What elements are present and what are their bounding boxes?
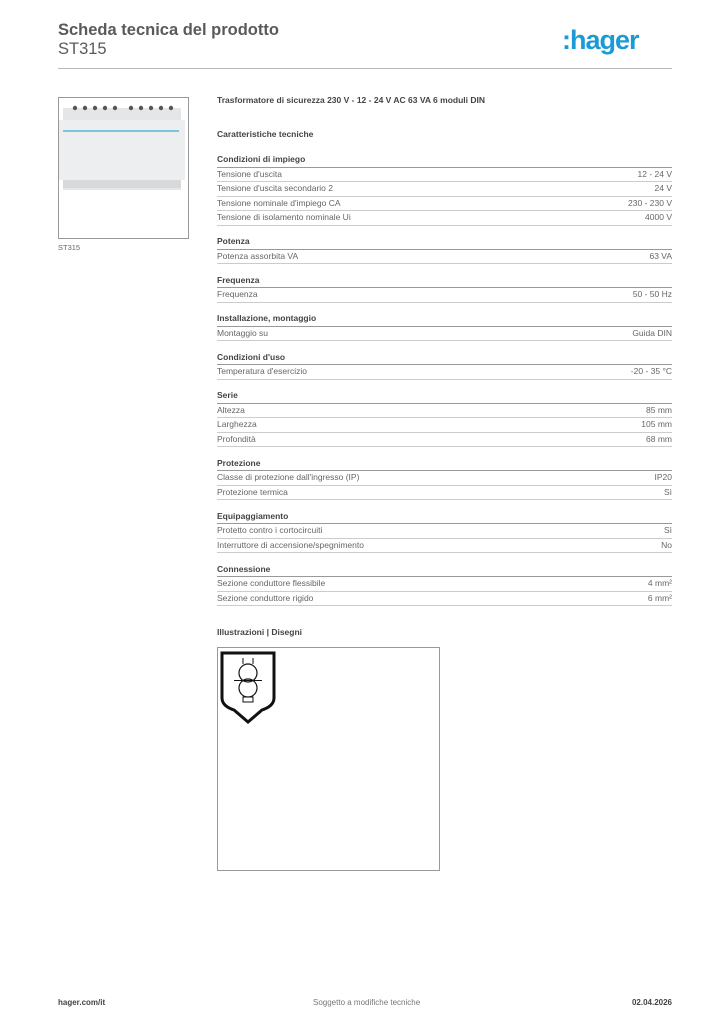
- spec-value: 230 - 230 V: [628, 197, 672, 208]
- section-heading: Potenza: [217, 235, 672, 250]
- spec-label: Tensione d'uscita secondario 2: [217, 183, 333, 193]
- spec-label: Interruttore di accensione/spegnimento: [217, 539, 364, 550]
- spec-row: [217, 486, 672, 501]
- spec-value: 12 - 24 V: [637, 168, 672, 179]
- spec-value: 6 mm²: [647, 592, 672, 603]
- spec-label: Protetto contro i cortocircuiti: [217, 525, 323, 535]
- spec-label: Montaggio su: [217, 327, 269, 338]
- spec-value: 4000 V: [645, 212, 672, 222]
- spec-row: [217, 577, 672, 592]
- section-heading: Installazione, montaggio: [217, 312, 672, 327]
- product-description: Trasformatore di sicurezza 230 V - 12 - 24 V AC 63 VA 6 moduli DIN: [217, 95, 485, 105]
- spec-row: [217, 182, 672, 197]
- section-heading: Equipaggiamento: [217, 510, 672, 525]
- spec-value: Sì: [663, 486, 672, 497]
- section-heading: Connessione: [217, 563, 672, 578]
- spec-row: [217, 404, 672, 419]
- product-code: ST315: [58, 40, 107, 58]
- spec-label: Larghezza: [217, 419, 257, 429]
- spec-label: Tensione d'uscita: [217, 168, 282, 179]
- spec-value: Guida DIN: [632, 327, 672, 338]
- spec-row: [217, 327, 672, 342]
- spec-value: 85 mm: [646, 404, 672, 415]
- spec-row: [217, 433, 672, 448]
- spec-section: [217, 274, 672, 303]
- spec-label: Frequenza: [217, 289, 258, 299]
- spec-label: Profondità: [217, 433, 256, 444]
- spec-section: [217, 153, 672, 226]
- spec-label: Sezione conduttore rigido: [217, 592, 314, 603]
- spec-value: 68 mm: [646, 433, 672, 444]
- spec-value: 4 mm²: [647, 578, 672, 588]
- specs-title: Caratteristiche tecniche: [217, 129, 314, 139]
- spec-label: Altezza: [217, 404, 245, 415]
- section-heading: Protezione: [217, 457, 672, 472]
- spec-section: [217, 389, 672, 447]
- spec-row: [217, 365, 672, 380]
- hager-logo: :hager: [562, 25, 639, 55]
- spec-label: Tensione di isolamento nominale Ui: [217, 212, 351, 222]
- spec-value: No: [661, 539, 672, 550]
- section-heading: Frequenza: [217, 274, 672, 289]
- spec-label: Tensione nominale d'impiego CA: [217, 197, 341, 208]
- spec-section: [217, 351, 672, 380]
- page-title: Scheda tecnica del prodotto: [58, 21, 279, 39]
- spec-row: [217, 592, 672, 607]
- spec-section: [217, 510, 672, 554]
- spec-value: Sì: [663, 525, 672, 535]
- footer-website[interactable]: hager.com/it: [58, 998, 106, 1007]
- footer-date: 02.04.2026: [631, 998, 672, 1007]
- header-divider: [58, 68, 672, 69]
- transformer-symbol-icon: [218, 648, 288, 728]
- spec-row: [217, 524, 672, 539]
- spec-sheet: [217, 95, 672, 606]
- spec-label: Temperatura d'esercizio: [217, 366, 307, 376]
- spec-value: 63 VA: [649, 250, 672, 261]
- spec-value: IP20: [654, 472, 672, 482]
- spec-label: Potenza assorbita VA: [217, 250, 299, 261]
- spec-label: Sezione conduttore flessibile: [217, 578, 326, 588]
- spec-row: [217, 539, 672, 554]
- spec-label: Classe di protezione dall'ingresso (IP): [217, 472, 360, 482]
- illustrations-title: Illustrazioni | Disegni: [217, 627, 303, 637]
- spec-row: [217, 418, 672, 433]
- product-image-caption: ST315: [58, 243, 81, 252]
- spec-row: [217, 288, 672, 303]
- footer-note: Soggetto a modifiche tecniche: [313, 998, 421, 1007]
- spec-value: -20 - 35 °C: [630, 366, 672, 376]
- spec-sections: [217, 153, 672, 606]
- spec-section: [217, 563, 672, 607]
- product-image: [58, 97, 189, 239]
- spec-row: [217, 211, 672, 226]
- spec-section: [217, 235, 672, 264]
- spec-label: Protezione termica: [217, 486, 288, 497]
- spec-value: 50 - 50 Hz: [632, 289, 672, 299]
- spec-row: [217, 471, 672, 486]
- spec-section: [217, 457, 672, 501]
- spec-row: [217, 197, 672, 212]
- section-heading: Condizioni d'uso: [217, 351, 672, 366]
- section-heading: Serie: [217, 389, 672, 404]
- drawing-box: [217, 647, 440, 871]
- spec-row: [217, 168, 672, 183]
- spec-value: 24 V: [654, 183, 672, 193]
- spec-row: [217, 250, 672, 265]
- section-heading: Condizioni di impiego: [217, 153, 672, 168]
- spec-value: 105 mm: [641, 419, 672, 429]
- spec-section: [217, 312, 672, 341]
